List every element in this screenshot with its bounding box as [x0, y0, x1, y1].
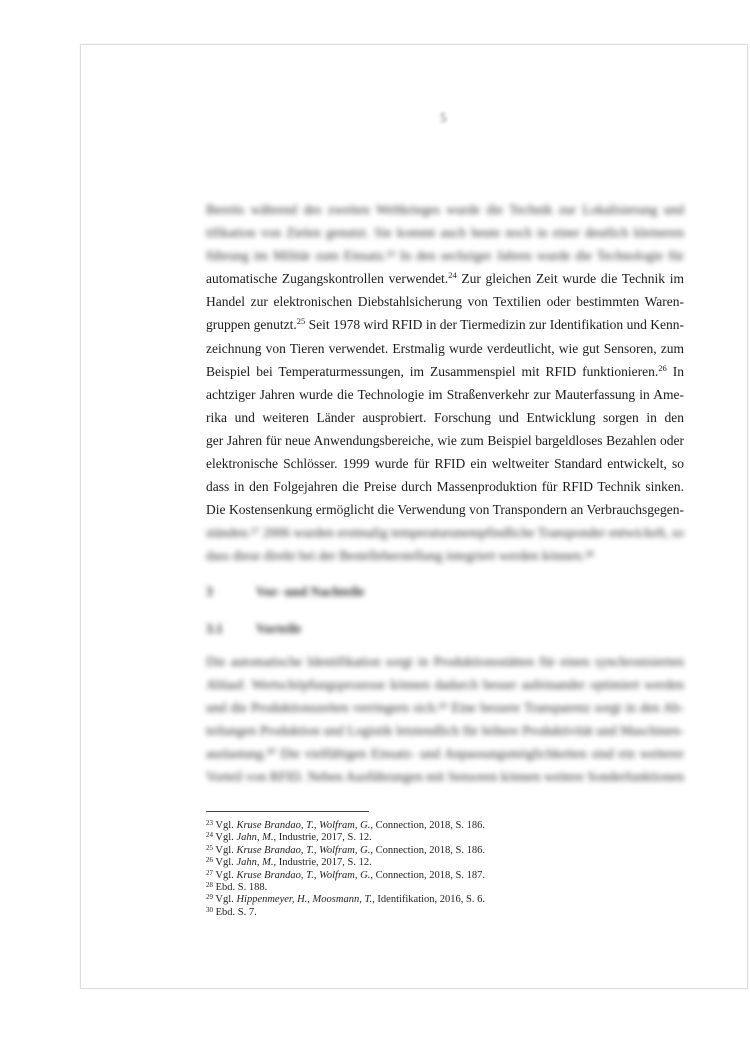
visible-text-block [206, 267, 684, 521]
footnote-prefix: Vgl. [213, 832, 237, 844]
body-paragraph-history [206, 198, 684, 568]
text-line: Ablauf. Wertschöpfungsprozesse können dadurch besser aufeinander optimiert werden [206, 677, 684, 693]
text-line [206, 337, 684, 360]
text-run: gruppen genutzt. [206, 317, 297, 333]
footnote-number: 23 [206, 819, 213, 827]
footnote-author: Jahn, M. [236, 832, 274, 844]
blurred-text-top [206, 198, 684, 267]
subsection-title: Vorteile [256, 621, 302, 636]
text-line [206, 383, 684, 406]
text-run: In [672, 363, 684, 379]
text-line: tifikation von Zielen genutzt. Sie kommt auch heute noch in einer deutlich kleineren [206, 225, 684, 241]
text-line: Bereits während des zweiten Weltkrieges wurde die Technik zur Lokalisierung und [206, 202, 684, 217]
footnote-prefix: Ebd. S. 188. [213, 882, 268, 894]
footnote-author: Hippenmeyer, H., Moosmann, T. [236, 894, 373, 906]
text-run: rika und weiteren Länder ausprobiert. Forschung und Entwicklung sorgen in den [206, 409, 684, 425]
text-run: elektronische Schlösser. 1999 wurde für RFID ein weltweiter Standard entwickelt, so [206, 456, 684, 472]
text-line: und die Produktionszeiten verringern sich.²⁹ Eine bessere Transparenz sorgt in den Ab- [206, 700, 684, 716]
footnote-item [206, 832, 684, 844]
footnote-author: Kruse Brandao, T., Wolfram, G. [236, 844, 371, 856]
footnote-source: , Connection, 2018, S. 186. [370, 820, 485, 831]
footnote-source: , Industrie, 2017, S. 12. [273, 832, 372, 844]
text-line [206, 475, 684, 498]
text-run: Die Kostensenkung ermöglicht die Verwendung von Transpondern an Verbrauchsgegen- [206, 502, 684, 518]
body-paragraph-advantages [206, 650, 684, 789]
page-number: 5 [440, 110, 447, 125]
text-line [206, 313, 684, 336]
footnote-source: , Industrie, 2017, S. 12. [273, 857, 372, 869]
section-title: Vor- und Nachteile [256, 584, 365, 599]
blurred-text-bottom [206, 521, 684, 567]
footnote-number: 30 [206, 905, 213, 914]
footnote-prefix: Vgl. [213, 894, 237, 906]
footnote-number: 25 [206, 843, 213, 852]
footnote-item [206, 870, 684, 882]
text-line [206, 498, 684, 521]
footnote-number: 27 [206, 868, 213, 877]
footnote-prefix: Ebd. S. 7. [213, 906, 257, 918]
footnote-prefix: Vgl. [213, 869, 237, 881]
footnote-number: 26 [206, 856, 213, 865]
footnote-separator [206, 811, 369, 812]
text-line: Vorteil von RFID. Neben Ausführungen mit Sensoren können weitere Sonderfunktionen [206, 769, 684, 785]
footnote-number: 29 [206, 893, 213, 902]
section-number: 3 [206, 584, 213, 599]
footnote-prefix: Vgl. [213, 857, 237, 869]
text-line [206, 429, 684, 452]
text-run: Seit 1978 wird RFID in der Tiermedizin zur Identifikation und Kenn- [305, 317, 684, 333]
footnote-item [206, 882, 684, 894]
text-run: automatische Zugangskontrollen verwendet. [206, 271, 449, 287]
text-line: Die automatische Identifikation sorgt in Produktionsstätten für einen synchronisierten [206, 654, 684, 669]
subsection-number: 3.1 [206, 621, 223, 636]
footnote-reference[interactable]: 26 [658, 362, 667, 373]
footnote-item [206, 894, 684, 906]
text-line [206, 267, 684, 290]
text-line: ständen.²⁷ 2006 wurden erstmalig temperaturunempfindliche Transponder entwickelt, so [206, 525, 684, 541]
text-line [206, 452, 684, 475]
text-run: zeichnung von Tieren verwendet. Erstmalig wurde verdeutlicht, wie gut Sensoren, zum [206, 340, 684, 356]
footnote-source: , Connection, 2018, S. 187. [370, 869, 485, 881]
footnote-item [206, 857, 684, 869]
footnote-reference[interactable]: 25 [296, 316, 306, 327]
footnote-source: , Connection, 2018, S. 186. [370, 844, 485, 856]
footnote-source: , Identifikation, 2016, S. 6. [372, 894, 486, 906]
text-run: Handel zur elektronischen Diebstahlsicherung von Textilien oder bestimmten Waren- [206, 294, 684, 310]
footnotes [206, 820, 684, 919]
footnote-number: 24 [206, 831, 213, 840]
text-line: teilungen Produktion und Logistik letztendlich für höhere Produktivität und Maschinen- [206, 723, 684, 739]
footnote-item [206, 820, 684, 832]
text-line: auslastung.³⁰ Die vielfältigen Einsatz- und Anpassungsmöglichkeiten sind ein weiterer [206, 746, 684, 762]
text-line [206, 406, 684, 429]
footnote-item [206, 907, 684, 919]
text-line: dass diese direkt bei der Bestelleherstellung integriert werden können.²⁸ [206, 548, 594, 564]
footnote-author: Jahn, M. [236, 857, 274, 869]
text-run: achtziger Jahren wurde die Technologie im Straßenverkehr zur Mauterfassung in Ame- [206, 386, 684, 402]
text-run: Zur gleichen Zeit wurde die Technik im [456, 271, 684, 287]
footnote-reference[interactable]: 24 [448, 270, 457, 281]
text-line [206, 360, 684, 383]
text-run: Beispiel bei Temperaturmessungen, im Zusammenspiel mit RFID funktionieren. [206, 363, 659, 379]
text-line [206, 290, 684, 313]
footnote-prefix: Vgl. [213, 844, 237, 856]
footnote-author: Kruse Brandao, T., Wolfram, G. [236, 820, 371, 831]
footnote-item [206, 845, 684, 857]
footnote-prefix: Vgl. [213, 820, 237, 831]
text-run: dass in den Folgejahren die Preise durch Massenproduktion für RFID Technik sinken. [206, 479, 684, 495]
text-line: führung im Militär zum Einsatz.²³ In den sechziger Jahren wurde die Technologie für [206, 248, 684, 264]
footnote-author: Kruse Brandao, T., Wolfram, G. [236, 869, 371, 881]
footnote-number: 28 [206, 881, 213, 890]
text-run: ger Jahren für neue Anwendungsbereiche, wie zum Beispiel bargeldloses Bezahlen oder [206, 432, 684, 448]
